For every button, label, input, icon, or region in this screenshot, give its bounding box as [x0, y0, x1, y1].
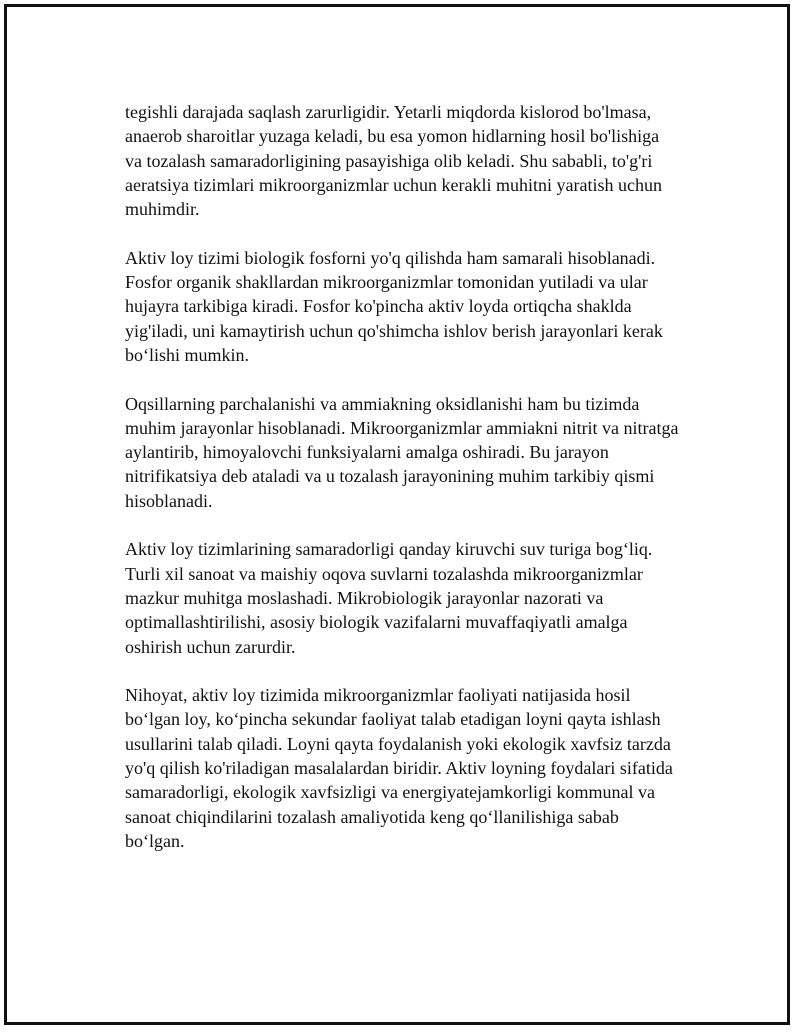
text-line: Aktiv loy tizimlarining samaradorligi qanday kiruvchi suv turiga bog‘liq. [125, 539, 653, 560]
text-line: aylantirib, himoyalovchi funksiyalarni amalga oshiradi. Bu jarayon [125, 442, 609, 463]
text-line: muhim jarayonlar hisoblanadi. Mikroorganizmlar ammiakni nitrit va nitratga [125, 417, 679, 438]
text-line: yo'q qilish ko'riladigan masalalardan biridir. Aktiv loyning foydalari sifatida [125, 758, 673, 779]
text-line: optimallashtirilishi, asosiy biologik vazifalarni muvaffaqiyatli amalga [125, 612, 628, 633]
text-line: tegishli darajada saqlash zarurligidir. Yetarli miqdorda kislorod bo'lmasa, [125, 102, 652, 122]
text-line: bo‘lgan. [125, 830, 185, 851]
page-frame [4, 4, 790, 1025]
text-line: mazkur muhitga moslashadi. Mikrobiologik jarayonlar nazorati va [125, 587, 604, 608]
text-line: samaradorligi, ekologik xavfsizligi va energiyatejamkorligi kommunal va [125, 782, 656, 803]
text-line: bo‘lishi mumkin. [125, 344, 250, 365]
text-line: usullarini talab qiladi. Loyni qayta foydalanish yoki ekologik xavfsiz tarzda [125, 733, 671, 754]
text-line: aeratsiya tizimlari mikroorganizmlar uchun kerakli muhitni yaratish uchun [125, 174, 663, 195]
text-line: hisoblanadi. [125, 490, 213, 511]
text-line: Fosfor organik shakllardan mikroorganizmlar tomonidan yutiladi va ular [125, 272, 648, 293]
text-line: Oqsillarning parchalanishi va ammiakning oksidlanishi ham bu tizimda [125, 393, 640, 414]
paragraph-4 [125, 537, 715, 658]
text-line: oshirish uchun zarurdir. [125, 636, 296, 657]
paragraph-3 [125, 392, 715, 513]
document-body [125, 100, 715, 878]
text-line: nitrifikatsiya deb ataladi va u tozalash jarayonining muhim tarkibiy qismi [125, 466, 655, 487]
text-line: hujayra tarkibiga kiradi. Fosfor ko'pincha aktiv loyda ortiqcha shaklda [125, 296, 632, 317]
paragraph-5 [125, 683, 715, 853]
text-line: yig'iladi, uni kamaytirish uchun qo'shimcha ishlov berish jarayonlari kerak [125, 320, 663, 341]
text-line: Aktiv loy tizimi biologik fosforni yo'q qilishda ham samarali hisoblanadi. [125, 247, 656, 268]
text-line: bo‘lgan loy, ko‘pincha sekundar faoliyat talab etadigan loyni qayta ishlash [125, 709, 661, 730]
paragraph-1 [125, 100, 715, 221]
text-line: sanoat chiqindilarini tozalash amaliyotida keng qo‘llanilishiga sabab [125, 806, 619, 827]
paragraph-2 [125, 246, 715, 367]
text-line: muhimdir. [125, 199, 200, 220]
text-line: anaerob sharoitlar yuzaga keladi, bu esa yomon hidlarning hosil bo'lishiga [125, 126, 660, 147]
text-line: va tozalash samaradorligining pasayishiga olib keladi. Shu sababli, to'g'ri [125, 150, 653, 171]
text-line: Turli xil sanoat va maishiy oqova suvlarni tozalashda mikroorganizmlar [125, 563, 643, 584]
text-line: Nihoyat, aktiv loy tizimida mikroorganizmlar faoliyati natijasida hosil [125, 685, 631, 706]
